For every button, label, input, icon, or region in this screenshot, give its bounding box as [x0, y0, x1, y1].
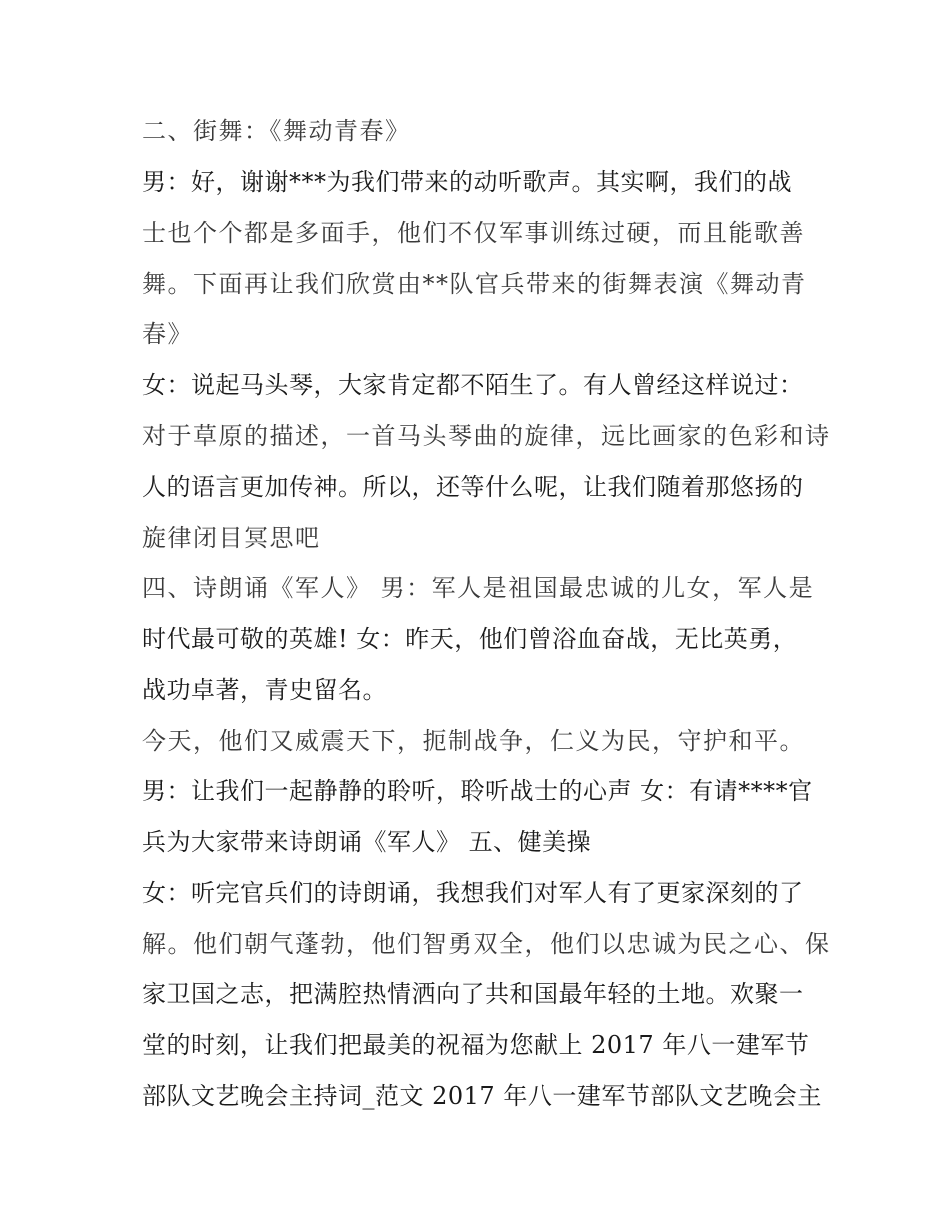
paragraph-line: 人的语言更加传神。所以，还等什么呢，让我们随着那悠扬的: [142, 473, 804, 501]
paragraph-line: 女：说起马头琴，大家肯定都不陌生了。有人曾经这样说过：: [142, 371, 804, 399]
paragraph-line: 士也个个都是多面手，他们不仅军事训练过硬，而且能歌善: [142, 219, 805, 247]
paragraph-line: 战功卓著，青史留名。: [142, 676, 387, 704]
paragraph-line: 舞。下面再让我们欣赏由**队官兵带来的街舞表演《舞动青: [142, 270, 807, 298]
paragraph-line: 女：听完官兵们的诗朗诵，我想我们对军人有了更家深刻的了: [142, 879, 804, 907]
paragraph-line: 家卫国之志，把满腔热情洒向了共和国最年轻的土地。欢聚一: [142, 980, 804, 1008]
paragraph-line: 男：好，谢谢***为我们带来的动听歌声。其实啊，我们的战: [142, 168, 792, 196]
paragraph-line: 男：让我们一起静静的聆听，聆听战士的心声 女：有请****官: [142, 777, 813, 805]
paragraph-line: 旋律闭目冥思吧: [142, 524, 321, 552]
paragraph-line: 对于草原的描述，一首马头琴曲的旋律，远比画家的色彩和诗: [142, 422, 831, 450]
paragraph-line: 堂的时刻，让我们把最美的祝福为您献上 2017 年八一建军节: [142, 1031, 810, 1059]
paragraph-line: 部队文艺晚会主持词_范文 2017 年八一建军节部队文艺晚会主: [142, 1082, 822, 1110]
section-heading-street-dance: 二、街舞：《舞动青春》: [142, 117, 411, 145]
paragraph-line: 时代最可敬的英雄! 女：昨天，他们曾浴血奋战，无比英勇，: [142, 625, 798, 653]
paragraph-line: 今天，他们又威震天下，扼制战争，仁义为民，守护和平。: [142, 727, 805, 755]
section-heading-poem: 四、诗朗诵《军人》 男：军人是祖国最忠诚的儿女，军人是: [142, 574, 815, 602]
paragraph-line: 春》: [142, 320, 193, 348]
paragraph-line: 解。他们朝气蓬勃，他们智勇双全，他们以忠诚为民之心、保: [142, 930, 831, 958]
section-heading-aerobics: 兵为大家带来诗朗诵《军人》 五、健美操: [142, 828, 592, 856]
